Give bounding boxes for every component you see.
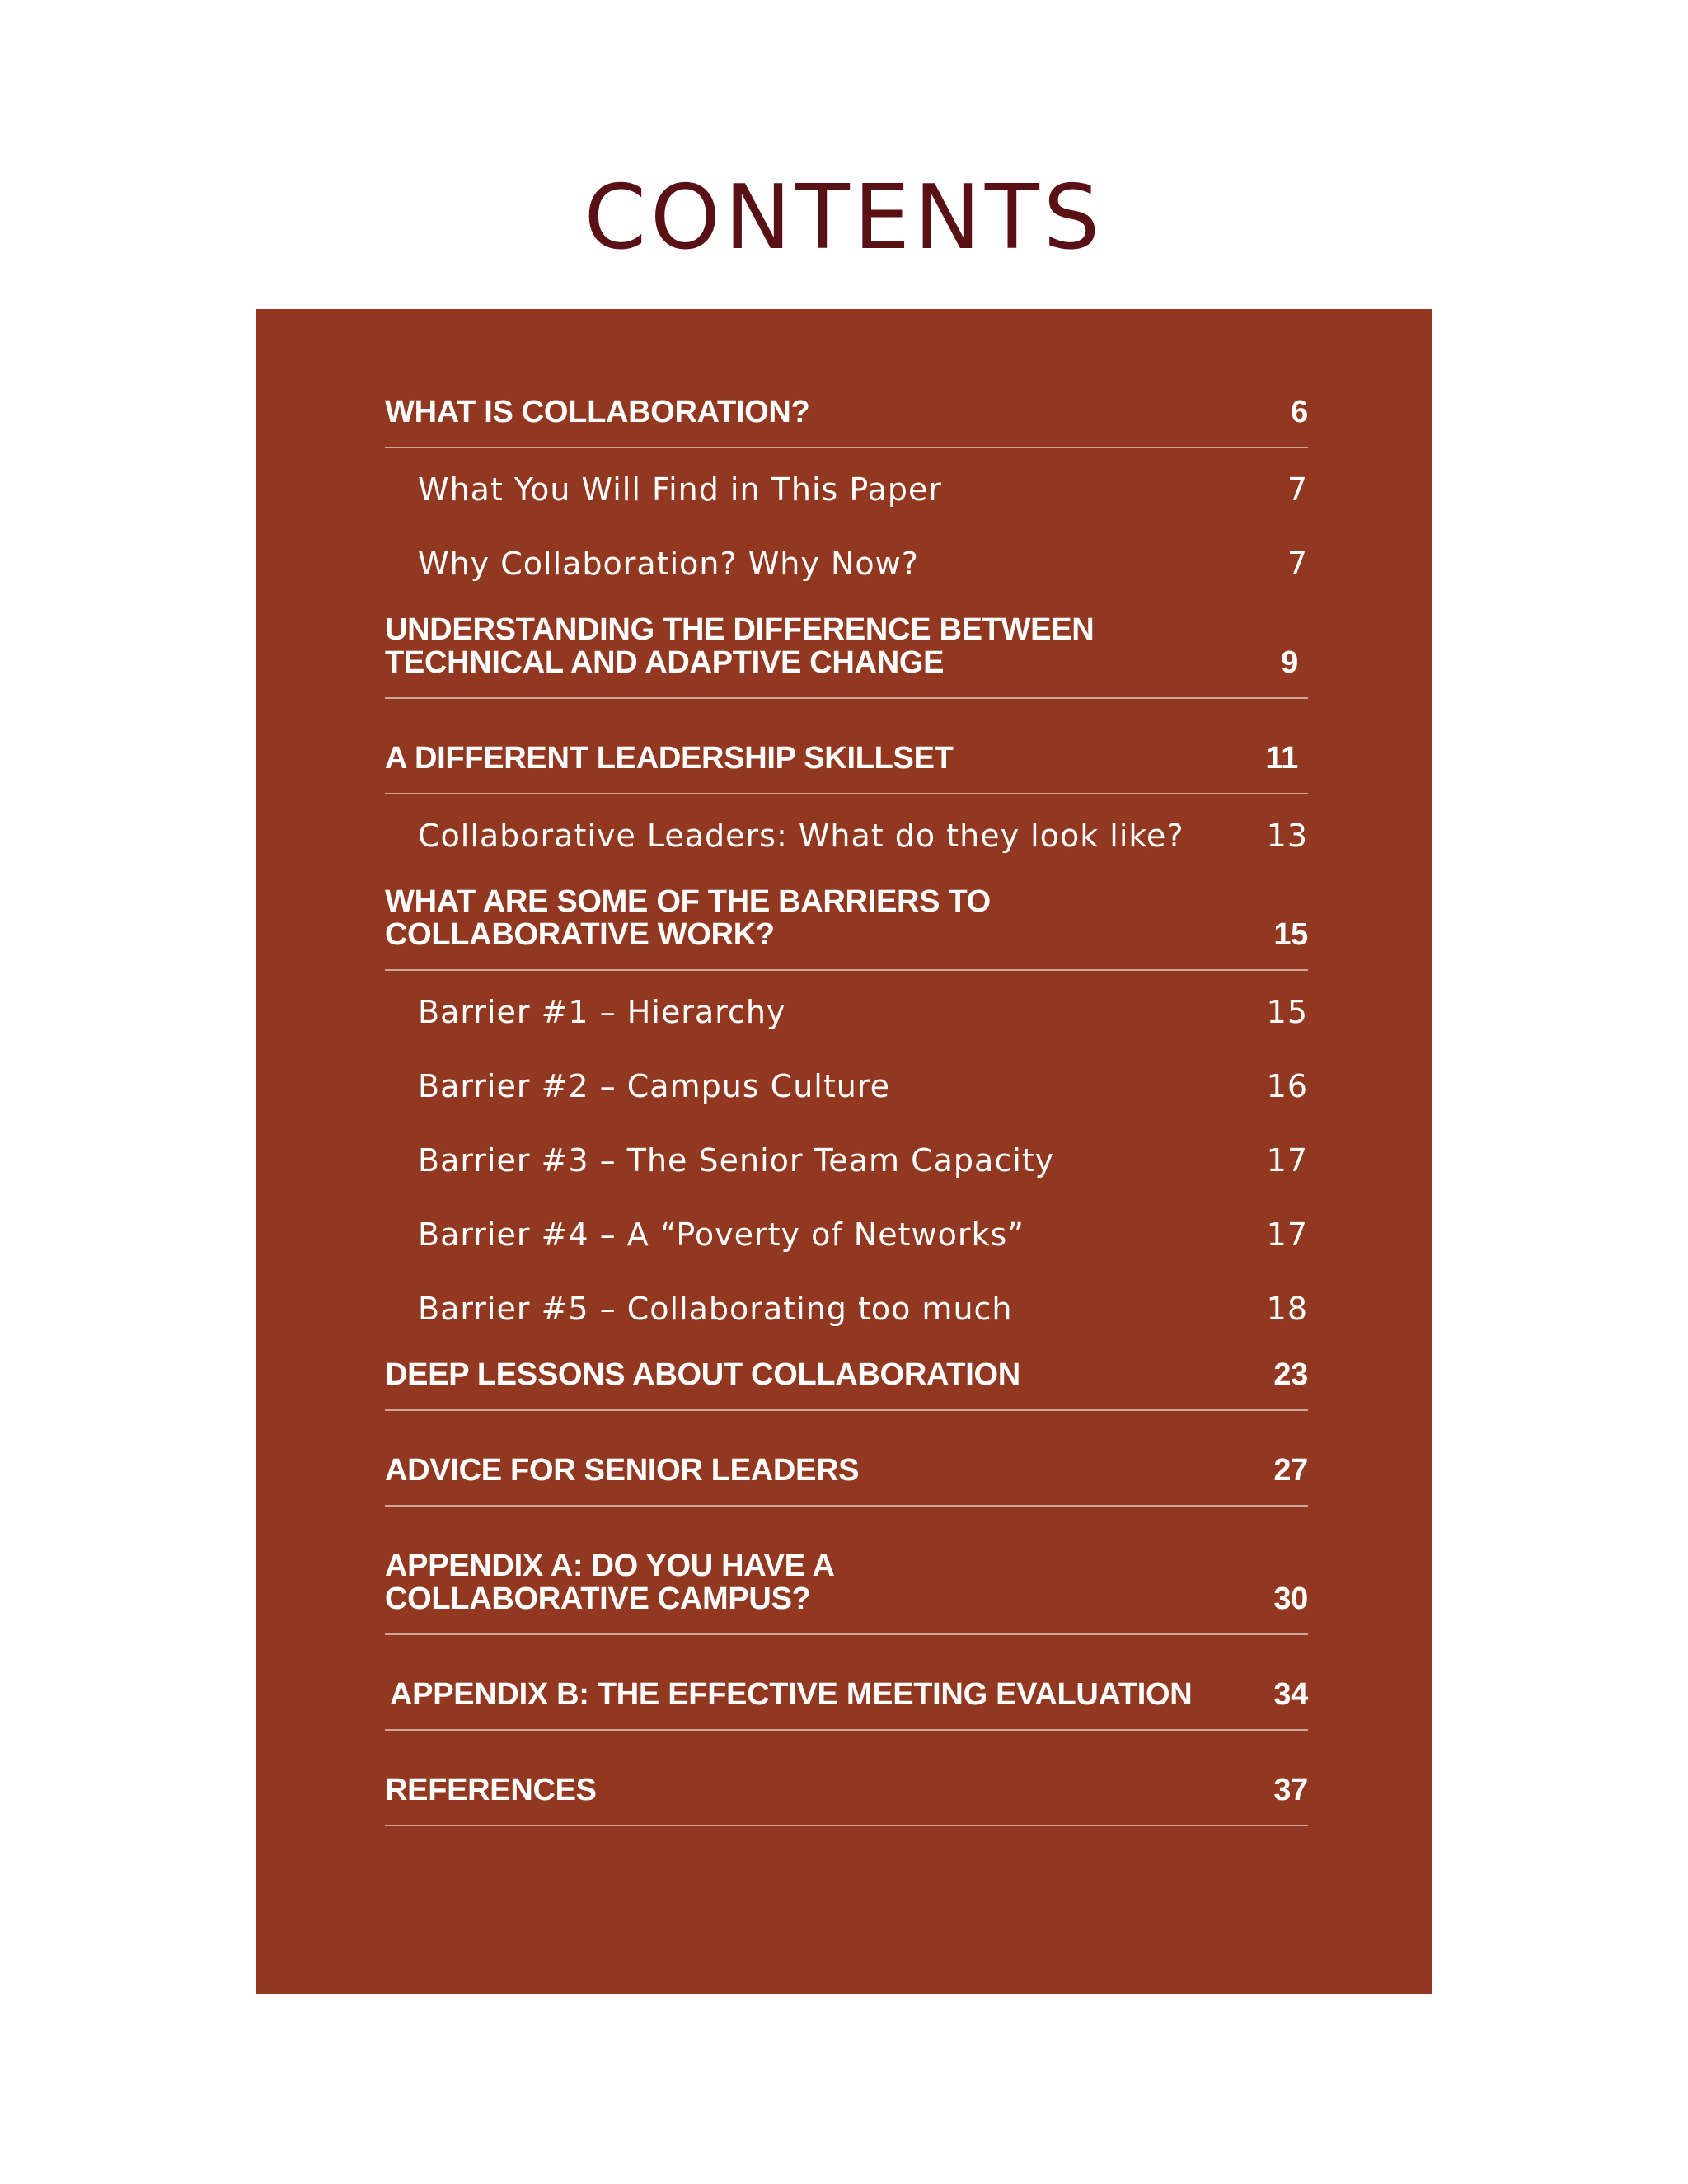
toc-entry-page-number: 15 (1266, 994, 1308, 1030)
toc-entry-page-number: 7 (1287, 546, 1308, 582)
toc-entry-page-number: 13 (1266, 818, 1308, 854)
toc-entry-page-number: 34 (1273, 1677, 1308, 1712)
toc-entry-what-is-collaboration[interactable] (385, 396, 1308, 448)
toc-entry-page-number: 16 (1266, 1068, 1308, 1104)
toc-entry-advice-senior-leaders[interactable] (385, 1454, 1308, 1507)
toc-entry-barrier-4[interactable] (385, 1216, 1308, 1253)
toc-entry-page-number: 17 (1266, 1142, 1308, 1179)
toc-entry-label: WHAT IS COLLABORATION? (385, 395, 810, 429)
toc-entry-page-number: 15 (1273, 917, 1308, 952)
toc-entry-what-you-will-find[interactable] (385, 471, 1308, 508)
toc-entry-label: UNDERSTANDING THE DIFFERENCE BETWEEN TECHNICAL AND ADAPTIVE CHANGE (385, 612, 1095, 680)
toc-entry-why-collaboration[interactable] (385, 546, 1308, 582)
toc-entry-references[interactable] (385, 1774, 1308, 1826)
toc-entry-label: Barrier #4 – A “Poverty of Networks” (418, 1216, 1025, 1253)
toc-entry-label: REFERENCES (385, 1773, 597, 1807)
toc-entry-label: Barrier #2 – Campus Culture (418, 1068, 890, 1104)
toc-entry-barriers[interactable] (385, 885, 1308, 971)
toc-entry-label: Why Collaboration? Why Now? (418, 546, 919, 582)
toc-entry-label: APPENDIX A: DO YOU HAVE A COLLABORATIVE CAMPUS? (385, 1549, 835, 1616)
toc-entry-label: Barrier #3 – The Senior Team Capacity (418, 1142, 1055, 1179)
toc-entry-barrier-2[interactable] (385, 1068, 1308, 1104)
toc-entry-technical-adaptive-change[interactable] (385, 613, 1308, 699)
page-title: CONTENTS (584, 166, 1104, 269)
toc-entry-page-number: 11 (1265, 741, 1298, 776)
toc-entry-label: DEEP LESSONS ABOUT COLLABORATION (385, 1357, 1020, 1392)
toc-entry-appendix-a[interactable] (385, 1549, 1308, 1635)
toc-entry-page-number: 30 (1273, 1582, 1308, 1616)
toc-entry-page-number: 17 (1266, 1216, 1308, 1253)
toc-entry-barrier-5[interactable] (385, 1291, 1308, 1327)
toc-entry-label: What You Will Find in This Paper (418, 471, 942, 508)
toc-entry-page-number: 37 (1273, 1773, 1308, 1807)
toc-entry-label: A DIFFERENT LEADERSHIP SKILLSET (385, 741, 954, 776)
toc-entry-barrier-1[interactable] (385, 994, 1308, 1030)
toc-entry-page-number: 7 (1287, 471, 1308, 508)
toc-entry-leadership-skillset[interactable] (385, 742, 1308, 794)
toc-entry-page-number: 9 (1281, 645, 1298, 680)
toc-entry-label: WHAT ARE SOME OF THE BARRIERS TO COLLABORATIVE WORK? (385, 884, 991, 952)
toc-entry-label: Barrier #5 – Collaborating too much (418, 1291, 1013, 1327)
toc-entry-page-number: 6 (1291, 395, 1308, 429)
toc-entry-label: APPENDIX B: THE EFFECTIVE MEETING EVALUATION (390, 1677, 1193, 1712)
toc-entry-deep-lessons[interactable] (385, 1358, 1308, 1411)
toc-entry-page-number: 23 (1273, 1357, 1308, 1392)
toc-entry-collaborative-leaders[interactable] (385, 818, 1308, 854)
table-of-contents-list (385, 396, 1308, 1849)
toc-entry-appendix-b[interactable] (385, 1678, 1308, 1731)
table-of-contents-panel (256, 309, 1432, 1994)
toc-entry-label: ADVICE FOR SENIOR LEADERS (385, 1453, 860, 1488)
toc-entry-page-number: 27 (1273, 1453, 1308, 1488)
toc-entry-label: Collaborative Leaders: What do they look like? (418, 818, 1184, 854)
toc-entry-barrier-3[interactable] (385, 1142, 1308, 1179)
toc-entry-label: Barrier #1 – Hierarchy (418, 994, 786, 1030)
toc-entry-page-number: 18 (1266, 1291, 1308, 1327)
